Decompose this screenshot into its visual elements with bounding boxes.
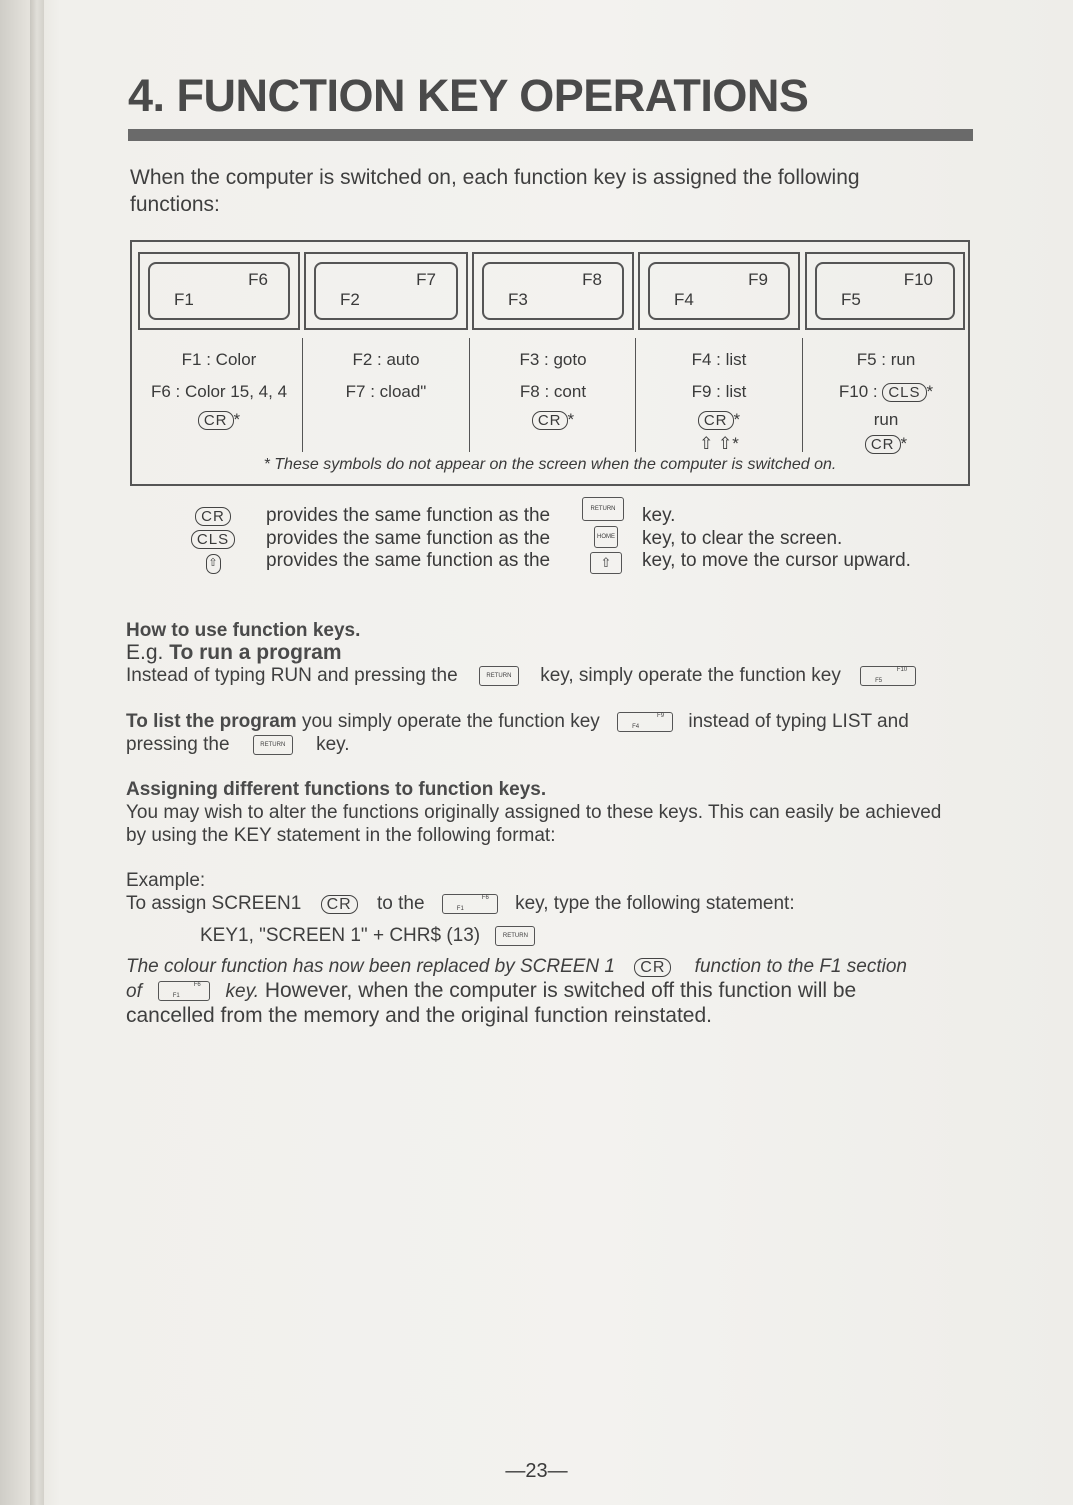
function-key-f1-f6 bbox=[138, 252, 300, 330]
closing-line-1 bbox=[126, 979, 856, 1003]
asterisk-mark: * bbox=[733, 410, 741, 429]
ex-c: key, type the following statement: bbox=[515, 893, 795, 914]
assignment-secondary: F10 : bbox=[838, 382, 883, 401]
list-b: instead of typing LIST and bbox=[688, 711, 909, 732]
cls-symbol: CLS bbox=[882, 383, 926, 402]
legend-end: key, to move the cursor upward. bbox=[642, 550, 911, 571]
key-upper-label: F7 bbox=[416, 270, 436, 289]
cr-symbol: CR bbox=[698, 411, 734, 430]
key-lower-label: F5 bbox=[841, 290, 861, 309]
italic-line bbox=[126, 956, 907, 978]
closing-a: However, when the computer is switched off this function will be bbox=[258, 979, 857, 1002]
f5-f10-key-icon: F5 F10 bbox=[860, 666, 916, 686]
assignment-column-f5 bbox=[803, 344, 969, 456]
f4-f9-key-icon: F4 F9 bbox=[617, 712, 673, 732]
keycap-outline bbox=[815, 262, 955, 320]
assignment-secondary: F8 : cont bbox=[519, 382, 587, 401]
cursor-up-symbols: ⇧ ⇧ bbox=[699, 434, 733, 453]
key-upper-label: F10 bbox=[903, 270, 933, 289]
run-line bbox=[126, 665, 916, 687]
asterisk-mark: * bbox=[233, 410, 241, 429]
title-rule bbox=[128, 129, 973, 141]
list-c: pressing the bbox=[126, 734, 230, 755]
function-key-f5-f10 bbox=[805, 252, 965, 330]
italic-c: of bbox=[126, 981, 142, 1002]
key-upper-label: F8 bbox=[582, 270, 602, 289]
table-footnote: * These symbols do not appear on the screen when the computer is switched on. bbox=[263, 456, 837, 473]
assignment-primary: F4 : list bbox=[691, 350, 747, 369]
legend-text: provides the same function as the bbox=[266, 550, 551, 571]
list-a: you simply operate the function key bbox=[296, 711, 600, 732]
run-line-b: key, simply operate the function key bbox=[540, 665, 841, 686]
up-arrow-key-icon: ⇧ bbox=[590, 552, 622, 574]
assignment-secondary: F6 : Color 15, 4, 4 bbox=[150, 382, 288, 401]
keycap-outline bbox=[148, 262, 290, 320]
assigning-line-2: by using the KEY statement in the following format: bbox=[126, 825, 556, 846]
return-key-icon: RETURN bbox=[582, 497, 624, 521]
asterisk-mark: * bbox=[567, 410, 575, 429]
legend-end: key, to clear the screen. bbox=[642, 528, 843, 549]
keycap-outline bbox=[482, 262, 624, 320]
cr-symbol: CR bbox=[532, 411, 568, 430]
assignment-column-f2 bbox=[303, 344, 469, 408]
eg-line bbox=[126, 641, 342, 665]
list-bold: To list the program bbox=[126, 711, 297, 732]
cr-symbol: CR bbox=[634, 958, 671, 977]
key-lower-label: F4 bbox=[674, 290, 694, 309]
cr-symbol: CR bbox=[321, 895, 358, 914]
key-lower-label: F3 bbox=[508, 290, 528, 309]
legend-text: provides the same function as the bbox=[266, 528, 551, 549]
howto-heading: How to use function keys. bbox=[126, 620, 361, 641]
closing-line-2: cancelled from the memory and the original function reinstated. bbox=[126, 1004, 712, 1027]
example-label: Example: bbox=[126, 870, 206, 891]
cls-symbol: CLS bbox=[191, 530, 235, 549]
f1-f6-key-icon: F1 F6 bbox=[442, 894, 498, 914]
f1-f6-key-icon: F1 F6 bbox=[158, 981, 210, 1001]
assignment-secondary: F7 : cload" bbox=[345, 382, 427, 401]
function-key-f2-f7 bbox=[304, 252, 468, 330]
assigning-heading: Assigning different functions to function keys. bbox=[126, 779, 547, 800]
page-number: —23— bbox=[505, 1460, 568, 1482]
eg-bold: To run a program bbox=[169, 641, 342, 664]
home-key-icon: HOME bbox=[594, 526, 618, 548]
function-key-table bbox=[130, 240, 970, 486]
return-key-icon: RETURN bbox=[479, 666, 519, 686]
function-key-f4-f9 bbox=[638, 252, 800, 330]
function-key-f3-f8 bbox=[472, 252, 634, 330]
italic-d: key. bbox=[225, 981, 259, 1002]
return-key-icon: RETURN bbox=[495, 926, 535, 946]
return-key-icon: RETURN bbox=[253, 735, 293, 755]
ex-b: to the bbox=[376, 893, 425, 914]
assignment-column-f1 bbox=[136, 344, 302, 432]
key-upper-label: F9 bbox=[748, 270, 768, 289]
cr-symbol: CR bbox=[195, 507, 231, 526]
italic-b: function to the F1 section bbox=[694, 956, 907, 977]
run-line-a: Instead of typing RUN and pressing the bbox=[126, 665, 458, 686]
assignment-secondary: F9 : list bbox=[691, 382, 747, 401]
assigning-line-1: You may wish to alter the functions originally assigned to these keys. This can easily be achieved bbox=[126, 802, 942, 823]
eg-prefix: E.g. bbox=[126, 641, 170, 664]
list-d: key. bbox=[316, 734, 350, 755]
key-lower-label: F1 bbox=[174, 290, 194, 309]
statement-line bbox=[200, 925, 535, 947]
keycap-outline bbox=[314, 262, 458, 320]
assignment-primary: F5 : run bbox=[856, 350, 916, 369]
assignment-primary: F2 : auto bbox=[352, 350, 420, 369]
list-line-2 bbox=[126, 734, 350, 756]
assignment-column-f3 bbox=[470, 344, 636, 432]
cursor-up-symbol: ⇧ bbox=[206, 554, 221, 574]
asterisk-mark: * bbox=[926, 382, 934, 401]
statement: KEY1, "SCREEN 1" + CHR$ (13) bbox=[200, 925, 481, 946]
example-line bbox=[126, 893, 795, 915]
cr-symbol: CR bbox=[198, 411, 234, 430]
assignment-primary: F3 : goto bbox=[519, 350, 587, 369]
legend-text: provides the same function as the bbox=[266, 505, 551, 526]
assignment-column-f4 bbox=[636, 344, 802, 456]
keycap-outline bbox=[648, 262, 790, 320]
italic-a: The colour function has now been replaced by SCREEN 1 bbox=[126, 956, 615, 977]
intro-text: When the computer is switched on, each function key is assigned the following functions: bbox=[130, 166, 860, 216]
legend-end: key. bbox=[642, 505, 676, 526]
page-title: 4. FUNCTION KEY OPERATIONS bbox=[128, 70, 809, 121]
asterisk-mark: * bbox=[900, 434, 908, 453]
key-lower-label: F2 bbox=[340, 290, 360, 309]
asterisk-mark: * bbox=[732, 434, 739, 453]
ex-a: To assign SCREEN1 bbox=[126, 893, 302, 914]
page-spine-shadow bbox=[30, 0, 44, 1505]
list-line bbox=[126, 711, 909, 733]
key-upper-label: F6 bbox=[248, 270, 268, 289]
cr-symbol: CR bbox=[865, 435, 901, 454]
assignment-run: run bbox=[873, 410, 899, 429]
assignment-primary: F1 : Color bbox=[181, 350, 257, 369]
